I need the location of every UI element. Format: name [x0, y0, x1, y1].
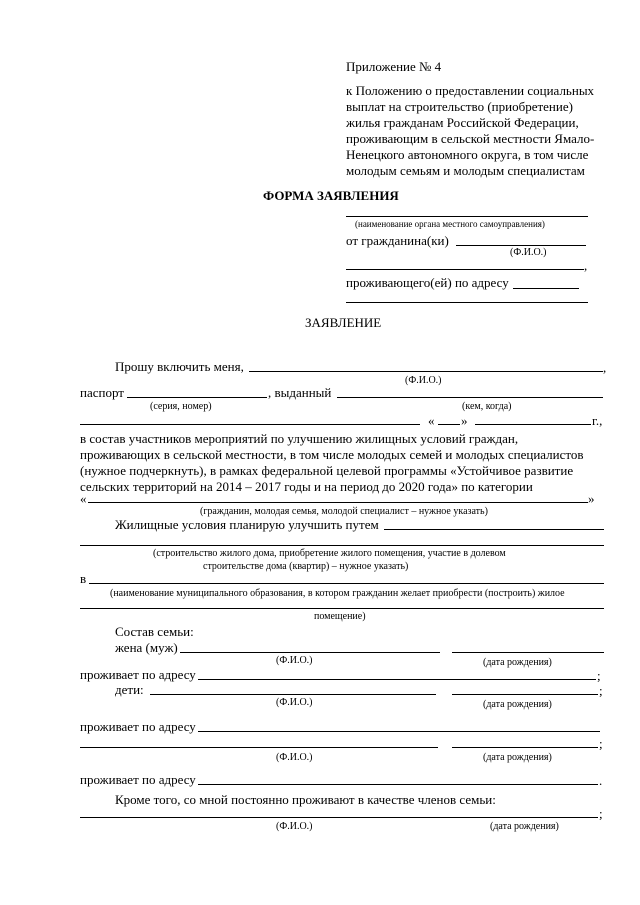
comma: , — [584, 258, 588, 273]
address-line-2[interactable] — [346, 302, 588, 303]
birth-caption: (дата рождения) — [483, 699, 552, 710]
from-fio-line[interactable] — [456, 245, 586, 246]
applicant-fio-line[interactable] — [249, 371, 603, 372]
fio-caption: (Ф.И.О.) — [276, 752, 313, 763]
fio-caption: (Ф.И.О.) — [276, 697, 313, 708]
housing-line[interactable] — [384, 529, 604, 530]
paragraph-line: сельских территорий на 2014 – 2017 годы и на период до 2020 года» по категории — [80, 479, 533, 494]
quote-open: « — [80, 491, 87, 506]
year-suffix: г., — [592, 413, 603, 428]
issuer-line[interactable] — [337, 397, 603, 398]
fio-caption: (Ф.И.О.) — [276, 821, 313, 832]
paragraph-line: в состав участников мероприятий по улучшению жилищных условий граждан, — [80, 431, 519, 446]
semicolon: ; — [599, 736, 603, 751]
housing-caption: строительстве дома (квартир) – нужное указать) — [203, 561, 409, 572]
appendix-line: жилья гражданам Российской Федерации, — [346, 115, 579, 130]
appendix-line: молодым семьям и молодым специалистам — [346, 163, 585, 178]
quote-close: » — [461, 413, 468, 428]
semicolon: ; — [599, 806, 603, 821]
spouse-birth-line[interactable] — [452, 652, 604, 653]
paragraph-line: (нужное подчеркнуть), в рамках федеральной целевой программы «Устойчивое развитие — [80, 463, 574, 478]
quote-open: « — [428, 413, 435, 428]
address-label: проживает по адресу — [80, 719, 196, 734]
municipality-caption-2: помещение) — [314, 611, 366, 622]
housing-label: Жилищные условия планирую улучшить путем — [115, 517, 379, 532]
in-label: в — [80, 571, 87, 586]
spouse-address-line[interactable] — [198, 679, 596, 680]
appendix-line: проживающим в сельской местности Ямало- — [346, 131, 595, 146]
quote-close: » — [588, 491, 595, 506]
issuer-line-2[interactable] — [80, 424, 420, 425]
fio-caption: (Ф.И.О.) — [510, 247, 547, 258]
birth-caption: (дата рождения) — [490, 821, 559, 832]
municipality-caption: (наименование муниципального образования, в котором гражданин желает приобрести (построить) жилое — [110, 588, 565, 599]
municipality-line-2[interactable] — [80, 608, 604, 609]
issued-label: , выданный — [268, 385, 332, 400]
birth-caption: (дата рождения) — [483, 657, 552, 668]
request-label: Прошу включить меня, — [115, 359, 244, 374]
address-line-1[interactable] — [513, 288, 579, 289]
fio-caption: (Ф.И.О.) — [405, 375, 442, 386]
residing-label: проживающего(ей) по адресу — [346, 275, 509, 290]
member-birth-line[interactable] — [452, 747, 598, 748]
day-line[interactable] — [438, 424, 460, 425]
birth-caption: (дата рождения) — [483, 752, 552, 763]
fio-line-2[interactable] — [346, 269, 584, 270]
address-label: проживает по адресу — [80, 667, 196, 682]
children-label: дети: — [115, 682, 144, 697]
appendix-title: Приложение № 4 — [346, 59, 442, 74]
paragraph-line: проживающих в сельской местности, в том числе молодых семей и молодых специалистов — [80, 447, 584, 462]
org-caption: (наименование органа местного самоуправления) — [355, 219, 545, 229]
spouse-fio-line[interactable] — [180, 652, 440, 653]
spouse-label: жена (муж) — [115, 640, 178, 655]
child-address-line[interactable] — [198, 731, 600, 732]
child-fio-line[interactable] — [150, 694, 436, 695]
housing-line-2[interactable] — [80, 545, 604, 546]
issuer-caption: (кем, когда) — [462, 401, 512, 412]
also-label: Кроме того, со мной постоянно проживают в качестве членов семьи: — [115, 792, 496, 807]
semicolon: ; — [599, 683, 603, 698]
month-year-line[interactable] — [475, 424, 591, 425]
comma: , — [603, 360, 607, 375]
family-label: Состав семьи: — [115, 624, 194, 639]
child-birth-line[interactable] — [452, 694, 598, 695]
housing-caption: (строительство жилого дома, приобретение жилого помещения, участие в долевом — [153, 548, 506, 559]
category-line[interactable] — [88, 502, 588, 503]
municipality-line[interactable] — [89, 583, 604, 584]
appendix-line: Ненецкого автономного округа, в том числе — [346, 147, 589, 162]
series-caption: (серия, номер) — [150, 401, 212, 412]
statement-title: ЗАЯВЛЕНИЕ — [305, 315, 382, 330]
passport-label: паспорт — [80, 385, 124, 400]
fio-caption: (Ф.И.О.) — [276, 655, 313, 666]
period: . — [599, 773, 603, 788]
extra-member-line[interactable] — [80, 817, 598, 818]
org-line[interactable] — [346, 216, 588, 217]
address-label: проживает по адресу — [80, 772, 196, 787]
semicolon: ; — [597, 668, 601, 683]
form-title: ФОРМА ЗАЯВЛЕНИЯ — [263, 188, 399, 203]
appendix-line: выплат на строительство (приобретение) — [346, 99, 573, 114]
member-address-line[interactable] — [198, 784, 598, 785]
from-label: от гражданина(ки) — [346, 233, 449, 248]
appendix-line: к Положению о предоставлении социальных — [346, 83, 595, 98]
member-fio-line[interactable] — [80, 747, 438, 748]
passport-number-line[interactable] — [127, 397, 267, 398]
category-caption: (гражданин, молодая семья, молодой специалист – нужное указать) — [200, 506, 488, 517]
